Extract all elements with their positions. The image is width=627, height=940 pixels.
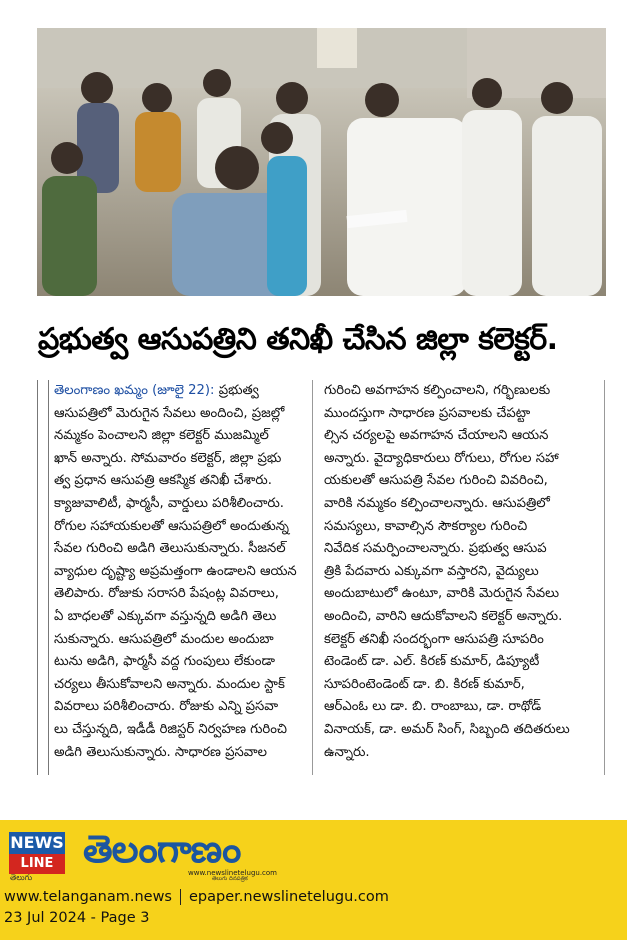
- article-line: ఉన్నారు.: [324, 744, 370, 760]
- article-line: రోగుల సహాయకులతో ఆసుపత్రిలో అందుతున్న: [54, 518, 289, 534]
- article-line: టెండెంట్ డా. ఎల్. కిరణ్ కుమార్, డిప్యూటీ: [324, 654, 540, 670]
- article-line: ఆసుపత్రిలో మెరుగైన సేవలు అందించి, ప్రజల్లో: [54, 405, 285, 421]
- article-line: త్వ ప్రధాన ఆసుపత్రి ఆకస్మిక తనిఖీ చేశారు.: [54, 473, 272, 489]
- article-line: వ్యాధుల దృష్ట్యా అప్రమత్తంగా ఉండాలని ఆయన: [54, 563, 297, 579]
- article-line: నివేదిక సమర్పించాలన్నారు. ప్రభుత్వ ఆసుప: [324, 541, 547, 557]
- article-line: ముందస్తుగా సాధారణ ప్రసవాలకు చేపట్టా: [324, 405, 531, 421]
- article-line: త్రికి పేదవారు ఎక్కువగా వస్తారని, వైద్యులు: [324, 563, 539, 579]
- logo-tagline: తెలుగు దినపత్రిక: [212, 876, 248, 882]
- column-rule-right: [604, 380, 605, 775]
- article-text: ప్రభుత్వ: [218, 383, 259, 398]
- article-line: నమ్మకం పెంచాలని జిల్లా కలెక్టర్ ముజమ్మిల్: [54, 428, 269, 444]
- article-line: ల్సిన చర్యలపై అవగాహన చేయాలని ఆయన: [324, 428, 549, 444]
- logo-website-caption: www.newslinetelugu.com: [188, 869, 277, 877]
- article-line: గురించి అవగాహన కల్పించాలని, గర్భిణులకు: [324, 383, 551, 398]
- article-line: సుకున్నారు. ఆసుపత్రిలో మందుల అందుబా: [54, 631, 274, 647]
- article-column-left: [54, 380, 330, 776]
- article-line: అన్నారు. వైద్యాధికారులు రోగులు, రోగుల సహా: [324, 450, 559, 466]
- article-photo: [37, 28, 606, 296]
- photo-illustration: [37, 28, 606, 296]
- article-line: ఏ బాధలతో ఎక్కువగా వస్తున్నది అడిగి తెలు: [54, 608, 277, 624]
- logo-line-text: LINE: [9, 854, 65, 874]
- logo-news-text: NEWS: [10, 833, 64, 852]
- article-line: [54, 380, 330, 403]
- article-line: ఆర్ఎంఓ లు డా. బి. రాంబాబు, డా. రాథోడ్: [324, 699, 542, 715]
- article-dateline: తెలంగాణం ఖమ్మం (జూలై 22):: [54, 383, 215, 398]
- article-line: క్యాజువాలిటీ, ఫార్మసీ, వార్డులు పరిశీలించారు.: [54, 495, 284, 511]
- page-date: 23 Jul 2024 - Page 3: [4, 910, 150, 926]
- article-line: వినాయక్, డా. అమర్ సింగ్, సిబ్బంది తదితరులు: [324, 721, 570, 737]
- article-line: అందించి, వారిని ఆదుకోవాలని కలెక్టర్ అన్నారు.: [324, 608, 563, 624]
- article-line: వారికి నమ్మకం కల్పించాలన్నారు. ఆసుపత్రిలో: [324, 495, 550, 511]
- url-telanganam[interactable]: www.telanganam.news: [4, 889, 172, 905]
- article-line: యకులతో ఆసుపత్రి సేవల గురించి వివరించి,: [324, 473, 548, 489]
- article-column-right: [324, 380, 600, 776]
- article-line: సమస్యలు, కావాల్సిన సౌకర్యాల గురించి: [324, 518, 528, 534]
- article-line: తెలిపారు. రోజుకు సరాసరి పేషంట్ల వివరాలు,: [54, 586, 279, 602]
- article-line: లు చేస్తున్నది, ఇడీడీ రిజిస్టర్ నిర్వహణ గురించి: [54, 721, 288, 737]
- newsline-logo: [9, 832, 65, 876]
- article-headline: ప్రభుత్వ ఆసుపత్రిని తనిఖీ చేసిన జిల్లా కలెక్టర్.: [38, 322, 558, 357]
- article-line: చర్యలు తీసుకోవాలని అన్నారు. మందుల స్టాక్: [54, 676, 285, 692]
- telanganam-logo: తెలంగాణం: [83, 827, 241, 871]
- logo-telugu-text: తెలుగు: [10, 873, 33, 882]
- article-line: వివరాలు పరిశీలించారు. రోజుకు ఎన్ని ప్రసవా: [54, 699, 279, 715]
- url-separator: [180, 889, 181, 905]
- url-epaper[interactable]: epaper.newslinetelugu.com: [189, 889, 389, 905]
- article-line: సూపరింటెండెంట్ డా. బి. కిరణ్ కుమార్,: [324, 676, 525, 692]
- article-line: అడిగి తెలుసుకున్నారు. సాధారణ ప్రసవాల: [54, 744, 267, 760]
- article-line: అందుబాటులో ఉంటూ, వారికి మెరుగైన సేవలు: [324, 586, 560, 602]
- article-line: ఖాన్ అన్నారు. సోమవారం కలెక్టర్, జిల్లా ప్రభు: [54, 450, 282, 466]
- article-line: టును అడిగి, ఫార్మసీ వద్ద గుంపులు లేకుండా: [54, 654, 275, 670]
- article-line: సేవల గురించి అడిగి తెలుసుకున్నారు. సీజనల్: [54, 541, 286, 557]
- article-line: కలెక్టర్ తనిఖీ సందర్భంగా ఆసుపత్రి సూపరిం: [324, 631, 544, 647]
- column-rule-left: [37, 380, 49, 775]
- footer-urls: [4, 886, 389, 908]
